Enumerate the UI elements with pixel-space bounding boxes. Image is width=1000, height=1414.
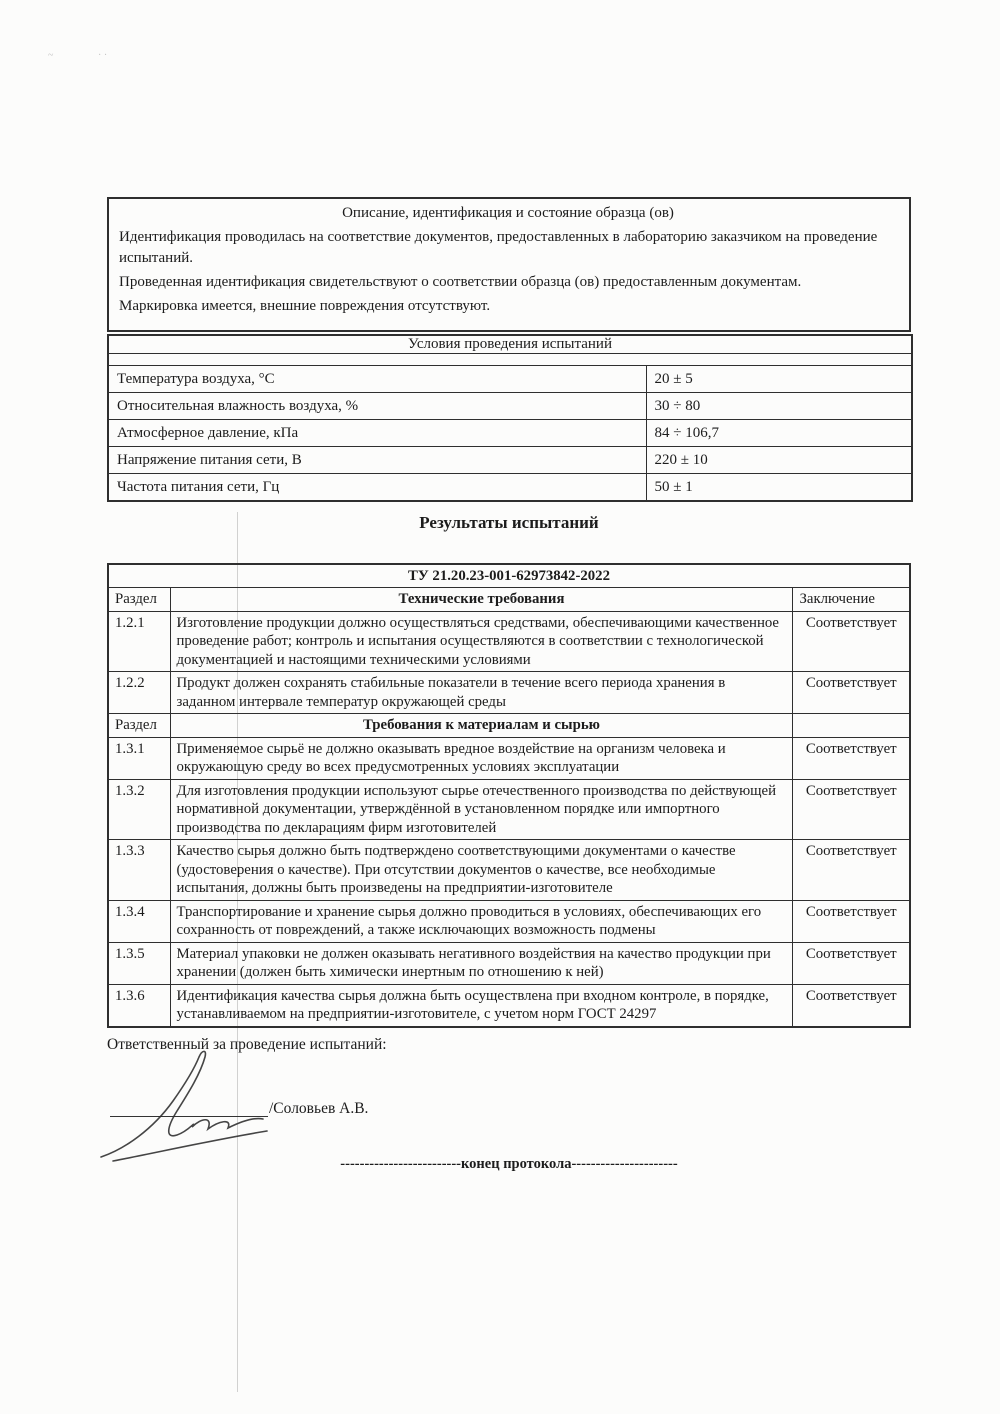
- row-section: 1.2.1: [108, 611, 170, 671]
- test-conditions-table: [107, 334, 913, 502]
- signature-name: /Соловьев А.В.: [269, 1100, 369, 1117]
- column-header-requirements: Технические требования: [170, 588, 793, 611]
- table-row: [108, 420, 912, 447]
- condition-label: Напряжение питания сети, В: [108, 447, 646, 474]
- row-section: 1.3.3: [108, 840, 170, 900]
- row-requirement: Материал упаковки не должен оказывать негативного воздействия на качество продукции при хранении (должен быть химически инертным по отношению к ней): [170, 942, 793, 984]
- condition-value: 220 ± 10: [646, 447, 912, 474]
- table-row: [108, 447, 912, 474]
- subsection-empty-cell: [793, 714, 910, 737]
- table-row: [108, 672, 910, 714]
- sample-description-box: [107, 197, 911, 332]
- scan-artifact: · ·: [98, 50, 108, 61]
- test-conditions-title: Условия проведения испытаний: [108, 335, 912, 354]
- sample-description-paragraph: Идентификация проводилась на соответствие документов, предоставленных в лабораторию заказчиком на проведение испытаний.: [119, 229, 878, 266]
- row-section: 1.2.2: [108, 672, 170, 714]
- row-conclusion: Соответствует: [793, 779, 910, 839]
- row-section: 1.3.2: [108, 779, 170, 839]
- sample-description-paragraph: Маркировка имеется, внешние повреждения отсутствуют.: [119, 298, 491, 314]
- condition-label: Температура воздуха, °С: [108, 366, 646, 393]
- condition-label: Атмосферное давление, кПа: [108, 420, 646, 447]
- results-table: [107, 563, 911, 1028]
- column-header-section: Раздел: [108, 588, 170, 611]
- condition-value: 30 ÷ 80: [646, 393, 912, 420]
- row-conclusion: Соответствует: [793, 942, 910, 984]
- test-conditions-spacer-row: [108, 354, 912, 366]
- sample-description-title: Описание, идентификация и состояние образца (ов): [342, 205, 674, 221]
- condition-value: 50 ± 1: [646, 474, 912, 502]
- column-header-conclusion: Заключение: [793, 588, 910, 611]
- row-section: 1.3.5: [108, 942, 170, 984]
- subsection-title: Требования к материалам и сырью: [170, 714, 793, 737]
- test-conditions-title-row: [108, 335, 912, 354]
- doc-number-row: [108, 564, 910, 588]
- sample-description-paragraph: Проведенная идентификация свидетельствуют о соответствии образца (ов) предоставленным документам.: [119, 274, 802, 290]
- table-row: [108, 737, 910, 779]
- end-of-protocol-line: -------------------------конец протокола----------------------: [340, 1156, 678, 1172]
- row-requirement: Идентификация качества сырья должна быть осуществлена при входном контроле, в порядке, устанавливаемом на предприятии-изготовителе, с учетом норм ГОСТ 24297: [170, 984, 793, 1026]
- row-requirement: Для изготовления продукции используют сырье отечественного производства по действующей нормативной документации, утверждённой в установленном порядке или импортного производства по декларациям фирм изготовителей: [170, 779, 793, 839]
- results-heading: Результаты испытаний: [419, 513, 599, 532]
- row-requirement: Качество сырья должно быть подтверждено соответствующими документами о качестве (удостоверения о качестве). При отсутствии документов о качестве, все необходимые испытания, должны быть произведены на предприятии-изготовителе: [170, 840, 793, 900]
- row-requirement: Транспортирование и хранение сырья должно проводиться в условиях, обеспечивающих его сохранность от повреждений, а также исключающих возможность подмены: [170, 900, 793, 942]
- subsection-section-label: Раздел: [108, 714, 170, 737]
- row-requirement: Применяемое сырьё не должно оказывать вредное воздействие на организм человека и окружающую среду во всех предусмотренных условиях эксплуатации: [170, 737, 793, 779]
- table-row: [108, 840, 910, 900]
- condition-label: Относительная влажность воздуха, %: [108, 393, 646, 420]
- row-requirement: Продукт должен сохранять стабильные показатели в течение всего периода хранения в заданном интервале температур окружающей среды: [170, 672, 793, 714]
- row-conclusion: Соответствует: [793, 900, 910, 942]
- row-section: 1.3.6: [108, 984, 170, 1026]
- table-row: [108, 611, 910, 671]
- subsection-row: [108, 714, 910, 737]
- scan-artifact: ~: [48, 50, 54, 61]
- column-header-row: [108, 588, 910, 611]
- condition-value: 84 ÷ 106,7: [646, 420, 912, 447]
- table-row: [108, 900, 910, 942]
- condition-value: 20 ± 5: [646, 366, 912, 393]
- responsible-label: Ответственный за проведение испытаний:: [107, 1036, 387, 1053]
- row-conclusion: Соответствует: [793, 672, 910, 714]
- table-row: [108, 366, 912, 393]
- row-requirement: Изготовление продукции должно осуществляться средствами, обеспечивающими качественное проведение работ; контроль и испытания осуществляются в соответствии с технологической документацией и настоящими техническими условиями: [170, 611, 793, 671]
- row-conclusion: Соответствует: [793, 611, 910, 671]
- table-row: [108, 393, 912, 420]
- table-row: [108, 942, 910, 984]
- table-row: [108, 474, 912, 502]
- row-section: 1.3.4: [108, 900, 170, 942]
- table-row: [108, 779, 910, 839]
- row-conclusion: Соответствует: [793, 737, 910, 779]
- table-row: [108, 984, 910, 1026]
- row-conclusion: Соответствует: [793, 984, 910, 1026]
- row-conclusion: Соответствует: [793, 840, 910, 900]
- doc-number: ТУ 21.20.23-001-62973842-2022: [108, 564, 910, 588]
- condition-label: Частота питания сети, Гц: [108, 474, 646, 502]
- row-section: 1.3.1: [108, 737, 170, 779]
